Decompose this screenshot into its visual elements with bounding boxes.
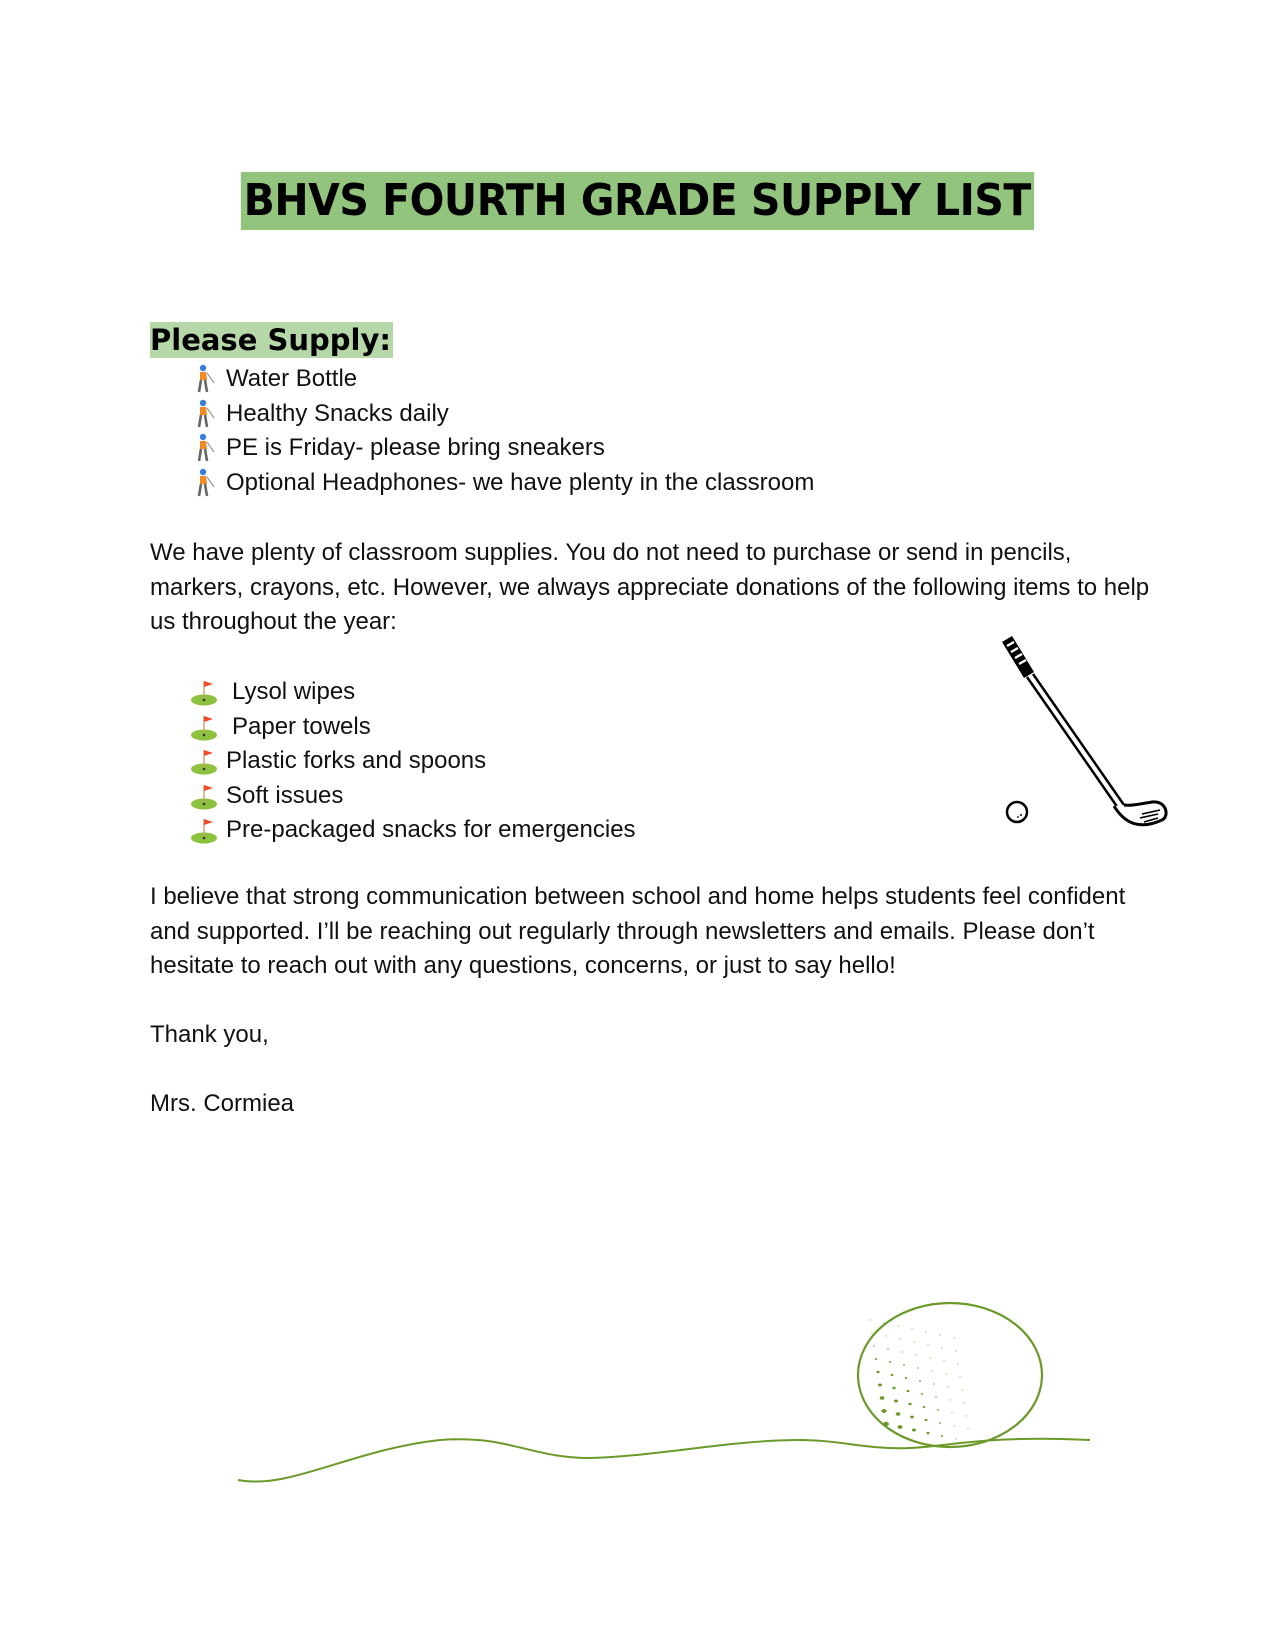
supply-list: [190, 362, 814, 500]
item-label: Soft issues: [226, 781, 344, 809]
item-label: Water Bottle: [226, 365, 358, 392]
title-container: [0, 172, 1275, 230]
list-item: [190, 466, 814, 501]
item-label: Paper towels: [232, 712, 371, 740]
ball-dimple: [899, 1339, 900, 1340]
item-label: Lysol wipes: [232, 678, 356, 705]
ball-dimple: [931, 1371, 932, 1372]
ball-dimple: [925, 1419, 928, 1421]
ball-dimple: [883, 1323, 884, 1324]
ball-dimple: [892, 1387, 895, 1390]
donation-list: [190, 675, 636, 848]
item-label: PE is Friday- please bring sneakers: [226, 434, 605, 461]
ball-dimple: [965, 1416, 966, 1417]
ball-dimple: [929, 1358, 930, 1359]
communication-paragraph: I believe that strong communication between school and home helps students feel confident and supported. I’ll be reaching out regularly through newsletters and emails. Please don’t hesitate to reach out with any questions, concerns, or just to say hello!: [150, 883, 1126, 979]
ball-dimple: [912, 1428, 916, 1431]
ball-dimple: [908, 1403, 911, 1406]
ball-dimple: [896, 1412, 901, 1415]
flag-in-hole-icon: [190, 712, 218, 742]
flag-in-hole-icon: [190, 677, 218, 707]
flag-in-hole-icon: [190, 746, 218, 776]
ball-dimple: [935, 1396, 937, 1397]
ball-dimple: [941, 1348, 942, 1349]
list-item: [190, 431, 814, 466]
ball-dimple: [901, 1351, 902, 1352]
ball-dimple: [939, 1335, 940, 1336]
ball-dimple: [919, 1380, 921, 1382]
supplies-paragraph: We have plenty of classroom supplies. You do not need to purchase or send in pencils, markers, crayons, etc. However, we always appreciate donations of the following items to help us throughout the year:: [150, 539, 1150, 635]
closing: Thank you,: [150, 1021, 269, 1048]
ball-dimple: [921, 1393, 923, 1395]
flag-in-hole-icon: [190, 781, 218, 811]
ball-dimple: [880, 1396, 885, 1399]
ball-dimple: [927, 1345, 928, 1346]
list-item: [190, 397, 814, 432]
ball-dimple: [959, 1377, 960, 1378]
flag-in-hole-icon: [190, 815, 218, 845]
golf-ball-icon: [1007, 802, 1027, 822]
ball-dimple: [943, 1361, 944, 1362]
signature: Mrs. Cormiea: [150, 1090, 295, 1117]
ball-dimple: [915, 1355, 916, 1356]
ball-dimple: [883, 1422, 889, 1426]
ball-dimple: [903, 1364, 905, 1365]
ball-dimple: [967, 1429, 968, 1430]
ball-dimple: [897, 1425, 902, 1429]
ball-dimple: [891, 1374, 894, 1376]
ball-dimple: [925, 1332, 926, 1333]
ball-dimple: [871, 1333, 872, 1334]
golf-ball-landscape-illustration: [230, 1290, 1110, 1520]
ball-dimple: [923, 1406, 926, 1408]
please-supply-heading: Please Supply:: [150, 323, 391, 357]
list-item: [190, 710, 636, 745]
item-label: Healthy Snacks daily: [226, 399, 449, 427]
ball-dimple: [945, 1374, 946, 1375]
ball-dimple: [953, 1338, 954, 1339]
list-item: [190, 744, 636, 779]
fairway-line: [238, 1439, 1090, 1482]
ball-dimple: [955, 1439, 956, 1440]
ball-dimple: [941, 1435, 943, 1437]
person-golfing-icon: [190, 399, 218, 429]
ball-dimple: [911, 1329, 912, 1330]
ball-dimple: [875, 1358, 877, 1360]
ball-dimple: [933, 1383, 935, 1384]
ball-dimple: [913, 1342, 914, 1343]
ball-dimple: [885, 1336, 886, 1337]
golf-club-illustration: [990, 630, 1180, 850]
list-item: [190, 779, 636, 814]
ball-dimple: [897, 1326, 898, 1327]
ball-dimple: [939, 1422, 941, 1424]
ball-dimple: [876, 1371, 879, 1373]
page-title: BHVS FOURTH GRADE SUPPLY LIST: [241, 172, 1034, 230]
ball-dimple: [926, 1432, 929, 1434]
item-label: Pre-packaged snacks for emergencies: [226, 816, 636, 843]
ball-dimple: [955, 1351, 956, 1352]
ball-dimple: [957, 1364, 958, 1365]
ball-dimple: [881, 1409, 886, 1413]
golf-club-icon: [1002, 636, 1166, 825]
person-golfing-icon: [190, 433, 218, 463]
person-golfing-icon: [190, 364, 218, 394]
ball-dimple: [878, 1384, 882, 1387]
ball-dimple: [961, 1390, 962, 1391]
person-golfing-icon: [190, 468, 218, 498]
ball-dimple: [969, 1442, 970, 1443]
ball-dimple: [937, 1409, 939, 1410]
list-item: [190, 675, 636, 710]
ball-dimple: [951, 1413, 952, 1414]
ball-dimple: [907, 1390, 910, 1392]
ball-dimple: [887, 1348, 889, 1349]
ball-dimple: [873, 1345, 875, 1346]
list-item: [190, 813, 636, 848]
ball-dimple: [949, 1400, 950, 1401]
list-item: [190, 362, 814, 397]
ball-dimple: [963, 1403, 964, 1404]
item-label: Optional Headphones- we have plenty in the classroom: [226, 468, 815, 496]
ball-dimple: [910, 1416, 914, 1419]
ball-dimple: [889, 1361, 891, 1363]
ball-dimple: [905, 1377, 907, 1379]
ball-dimple: [947, 1387, 948, 1388]
ball-dimple: [953, 1426, 954, 1427]
ball-dimple: [869, 1320, 870, 1321]
item-label: Plastic forks and spoons: [226, 747, 487, 774]
ball-dimple: [917, 1367, 919, 1368]
golf-ball-icon: [858, 1303, 1042, 1447]
ball-dimple: [894, 1399, 898, 1402]
